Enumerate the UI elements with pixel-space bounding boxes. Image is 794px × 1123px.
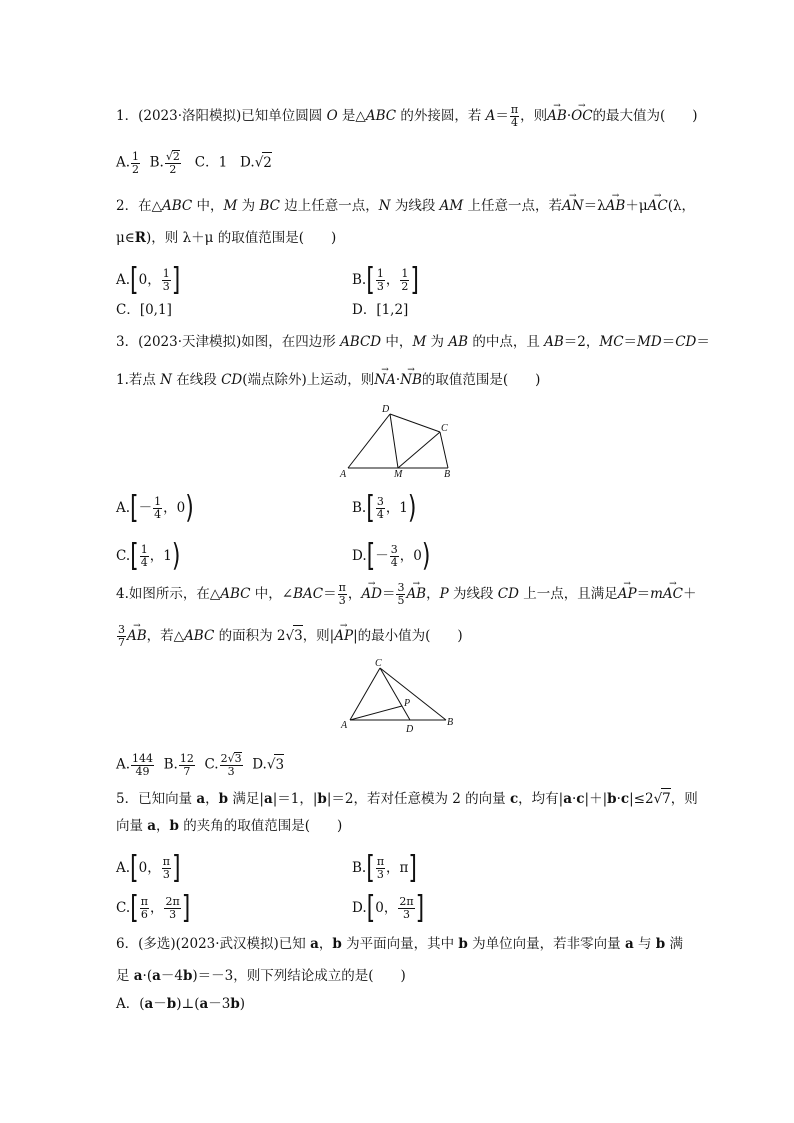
q4-label-a: A bbox=[341, 720, 348, 731]
q5-option-d: D.[0， $\frac{2\pi}{3}$ ] bbox=[352, 890, 425, 926]
q3-stem-line2: 1.若点 N 在线段 CD(端点除外)上运动，则→ NA·→ NB的取值范围是( ) bbox=[116, 370, 540, 390]
q3-label-m: M bbox=[394, 469, 403, 480]
q2-option-d: D．[1,2] bbox=[352, 302, 409, 318]
q4-label-p: P bbox=[404, 698, 411, 709]
q3-option-b: B.[ $\frac{3}{4}$ ，1) bbox=[352, 490, 417, 526]
q2-option-b: B.[ $\frac{1}{3}$ ， $\frac{1}{2}$ ] bbox=[352, 262, 419, 298]
q4-options: A. $\frac{144}{49}$ B. $\frac{12}{7}$ C. $\frac{2√3}{3}$ D.√3 bbox=[116, 751, 285, 778]
q3-option-d: D.[－ $\frac{3}{4}$ ，0) bbox=[352, 538, 431, 574]
q1-options: A. $\frac{1}{2}$ B. $\frac{√2}{2}$ C．1 D.√2 bbox=[116, 149, 272, 176]
q4-triangle-figure bbox=[338, 656, 462, 736]
q3-label-d: D bbox=[382, 404, 390, 415]
q3-stem-line1: 3．(2023·天津模拟)如图，在四边形 ABCD 中，M 为 AB 的中点，且 AB＝2，MC＝MD＝CD＝ bbox=[116, 334, 710, 350]
q5-option-a: A.[0， $\frac{\pi}{3}$ ] bbox=[116, 850, 181, 886]
q5-stem-line2: 向量 a，b 的夹角的取值范围是( ) bbox=[116, 818, 343, 834]
q3-label-c: C bbox=[441, 423, 448, 434]
q2-option-c: C．[0,1] bbox=[116, 302, 172, 318]
q6-stem-line2: 足 a·(a－4b)＝－3，则下列结论成立的是( ) bbox=[116, 968, 406, 984]
q3-quadrilateral-figure bbox=[336, 400, 460, 480]
q6-stem-line1: 6．(多选)(2023·武汉模拟)已知 a，b 为平面向量，其中 b 为单位向量，若非零向量 a 与 b 满 bbox=[116, 936, 684, 952]
q4-label-b: B bbox=[447, 717, 454, 728]
q4-label-c: C bbox=[375, 658, 382, 669]
q4-stem-line1: 4.如图所示，在△ABC 中，∠BAC＝ $\frac{\pi}{3}$ ，→ AD＝ $\frac{3}{5}$ → AB，P 为线段 CD 上一点，且满足→ AP＝m→ AC＋ bbox=[116, 582, 697, 607]
q3-label-a: A bbox=[340, 469, 347, 480]
q3-option-a: A.[－ $\frac{1}{4}$ ，0) bbox=[116, 490, 194, 526]
q4-stem-line2: $\frac{3}{7}$ → AB，若△ABC 的面积为 2√3，则|→ AP|的最小值为( ) bbox=[116, 624, 463, 649]
q3-label-b: B bbox=[444, 469, 451, 480]
q4-label-d: D bbox=[406, 724, 414, 735]
q2-stem-line2: μ∈R)，则 λ＋μ 的取值范围是( ) bbox=[116, 230, 337, 246]
q1-stem: 1．(2023·洛阳模拟)已知单位圆圆 O 是△ABC 的外接圆，若 A＝ $\frac{\pi}{4}$ ，则→ AB·→ OC的最大值为( ) bbox=[116, 104, 698, 129]
q5-stem-line1: 5．已知向量 a，b 满足|a|＝1，|b|＝2，若对任意模为 2 的向量 c，均有|a·c|＋|b·c|≤2√7，则 bbox=[116, 788, 698, 809]
q2-stem-line1: 2．在△ABC 中，M 为 BC 边上任意一点，N 为线段 AM 上任意一点，若→ AN＝λ→ AB＋μ→ AC(λ， bbox=[116, 196, 695, 216]
q5-option-b: B.[ $\frac{\pi}{3}$ ，π] bbox=[352, 850, 418, 886]
q5-option-c: C.[ $\frac{\pi}{6}$ ， $\frac{2\pi}{3}$ ] bbox=[116, 890, 191, 926]
q6-option-a: A．(a－b)⊥(a－3b) bbox=[116, 996, 246, 1012]
q3-option-c: C.[ $\frac{1}{4}$ ，1) bbox=[116, 538, 181, 574]
q2-option-a: A.[0， $\frac{1}{3}$ ] bbox=[116, 262, 181, 298]
